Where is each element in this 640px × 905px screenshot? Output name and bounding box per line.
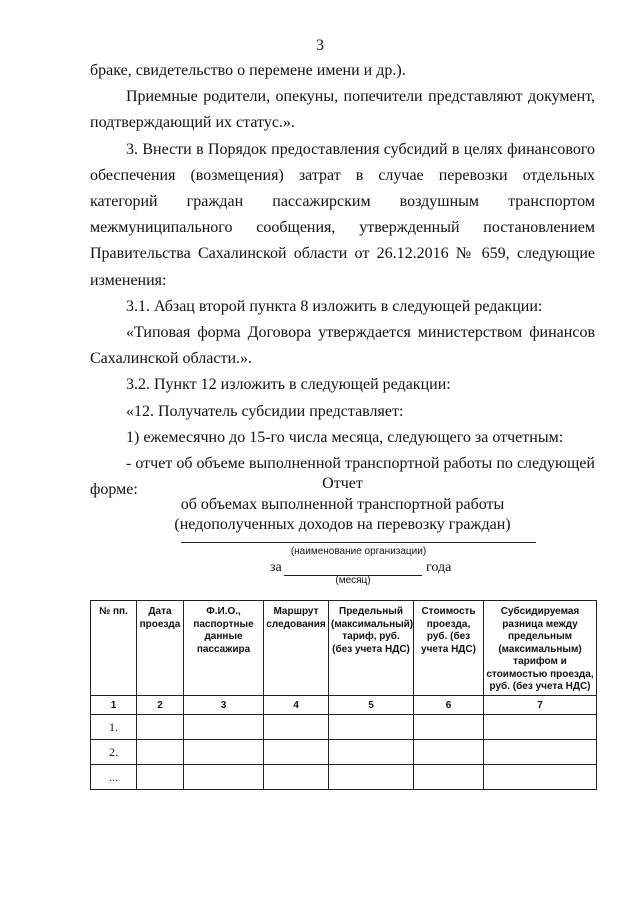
- period-year-label: года: [426, 560, 452, 575]
- table-cell: [329, 740, 414, 765]
- table-cell: [184, 765, 264, 790]
- table-cell: [264, 740, 329, 765]
- organization-caption: (наименование организации): [290, 546, 427, 557]
- column-number: 5: [329, 696, 414, 715]
- header-cell-route: Маршрут следования: [264, 601, 329, 696]
- header-cell-number: № пп.: [91, 601, 137, 696]
- table-cell: 2.: [91, 740, 137, 765]
- table-row: [91, 715, 597, 740]
- table-cell: [484, 740, 597, 765]
- header-cell-subsidy: Субсидируемая разница между предельным (максимальным) тарифом и стоимостью проезда, руб. (без учета НДС): [484, 601, 597, 696]
- table-cell: [137, 715, 184, 740]
- table-cell: [329, 715, 414, 740]
- paragraph: «12. Получатель субсидии представляет:: [126, 402, 404, 420]
- paragraph: Приемные родители, опекуны, попечители представляют документ, подтверждающий их статус.».: [90, 88, 595, 132]
- report-heading: [90, 474, 595, 536]
- document-body: [90, 58, 595, 503]
- column-number: 3: [184, 696, 264, 715]
- table-cell: [264, 715, 329, 740]
- table-cell: [484, 715, 597, 740]
- header-cell-fare: Стоимость проезда, руб. (без учета НДС): [414, 601, 484, 696]
- table-cell: [264, 765, 329, 790]
- report-subtitle-2: (недополученных доходов на перевозку граждан): [174, 516, 511, 533]
- paragraph: «Типовая форма Договора утверждается министерством финансов Сахалинской области.».: [90, 324, 595, 368]
- table-cell: [414, 740, 484, 765]
- table-header-row: [91, 601, 597, 696]
- table-cell: [137, 765, 184, 790]
- table-cell: [414, 715, 484, 740]
- table-cell: 1.: [91, 715, 137, 740]
- column-number: 7: [484, 696, 597, 715]
- table-column-numbers-row: [91, 696, 597, 715]
- table-cell: ...: [91, 765, 137, 790]
- paragraph: - отчет об объеме выполненной транспортной работы по следующей форме:: [90, 455, 595, 499]
- report-table: [90, 600, 597, 790]
- column-number: 4: [264, 696, 329, 715]
- paragraph: 3.2. Пункт 12 изложить в следующей редакции:: [126, 376, 451, 394]
- paragraph: 3. Внести в Порядок предоставления субсидий в целях финансового обеспечения (возмещения) затрат в случае перевозки отдельных категорий граждан пассажирским воздушным транспортом межмуниципального сообщения, утвержденный постановлением Правительства Сахалинской области от 26.12.2016 № 659, следующие изменения:: [90, 140, 595, 289]
- month-caption: (месяц): [335, 575, 371, 586]
- table-cell: [137, 740, 184, 765]
- column-number: 2: [137, 696, 184, 715]
- period-za-label: за: [270, 560, 282, 575]
- report-subtitle-1: об объемах выполненной транспортной работы: [180, 495, 505, 513]
- header-cell-date: Дата проезда: [137, 601, 184, 696]
- table-row: [91, 765, 597, 790]
- report-title: Отчет: [322, 475, 363, 492]
- table-cell: [184, 715, 264, 740]
- table-row: [91, 740, 597, 765]
- paragraph: 1) ежемесячно до 15-го числа месяца, следующего за отчетным:: [126, 428, 564, 446]
- page-number: 3: [316, 37, 324, 54]
- paragraph: браке, свидетельство о перемене имени и др.).: [90, 62, 406, 79]
- table-cell: [184, 740, 264, 765]
- paragraph: 3.1. Абзац второй пункта 8 изложить в следующей редакции:: [126, 297, 543, 315]
- header-cell-passenger: Ф.И.О., паспортные данные пассажира: [184, 601, 264, 696]
- table-cell: [414, 765, 484, 790]
- column-number: 1: [91, 696, 137, 715]
- header-cell-max-tariff: Предельный (максимальный) тариф, руб. (без учета НДС): [329, 601, 414, 696]
- table-cell: [484, 765, 597, 790]
- table-cell: [329, 765, 414, 790]
- organization-line: [181, 542, 536, 543]
- column-number: 6: [414, 696, 484, 715]
